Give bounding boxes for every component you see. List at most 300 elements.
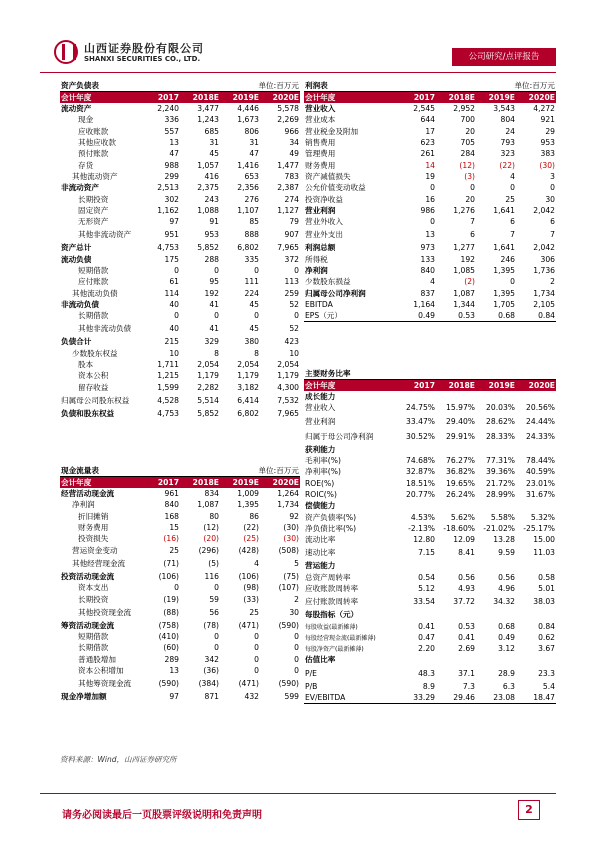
row-label: 营业成本: [305, 115, 336, 125]
row-value: 13: [169, 138, 179, 148]
row-value: 1,164: [413, 299, 435, 309]
row-value: 8.9: [422, 681, 435, 691]
row-label: 预付账款: [78, 149, 109, 159]
row-value: 953: [204, 230, 219, 240]
row-value: 1,705: [493, 299, 515, 309]
row-value: 1,711: [157, 360, 179, 370]
row-value: 973: [420, 243, 435, 253]
row-value: 1,277: [453, 243, 475, 253]
table-row: [304, 159, 556, 170]
row-value: 4.93: [458, 584, 475, 593]
row-label: 应收账款: [78, 126, 109, 136]
row-value: (30): [283, 534, 299, 544]
table-caption-row: [304, 80, 556, 92]
row-label: P/B: [305, 681, 318, 691]
table-row: [304, 126, 556, 137]
row-value: 56: [209, 607, 219, 617]
row-label: 其他经营现金流: [72, 558, 126, 568]
row-value: 1,162: [157, 205, 179, 215]
table-row: [304, 216, 556, 227]
column-header-year: 2017: [140, 92, 180, 104]
row-value: 988: [164, 160, 179, 170]
row-value: 961: [164, 489, 179, 499]
row-value: 41: [209, 299, 219, 309]
row-value: 10: [169, 348, 179, 358]
table-row: [60, 348, 300, 359]
table-caption-row: [304, 368, 556, 380]
row-value: 416: [204, 171, 219, 181]
row-value: 6,414: [237, 395, 259, 405]
row-value: 85: [249, 217, 259, 227]
row-value: 76.27%: [446, 456, 475, 466]
column-header-year: 2017: [396, 92, 436, 104]
row-value: 0: [254, 643, 259, 653]
row-value: 0.49: [396, 310, 436, 322]
table-row: [304, 402, 556, 413]
row-label: 速动比率: [305, 548, 336, 558]
row-value: 29.40%: [446, 416, 475, 426]
row-value: [476, 500, 516, 511]
row-value: 8: [254, 348, 259, 358]
row-value: (3): [464, 171, 475, 181]
column-header-year: 2017: [140, 477, 180, 489]
row-value: 59: [209, 594, 219, 604]
row-value: 966: [284, 126, 299, 136]
row-value: 6: [470, 230, 475, 240]
row-value: 0.58: [538, 572, 555, 582]
row-value: 0.68: [498, 621, 515, 631]
row-value: 299: [164, 171, 179, 181]
row-value: 7.3: [462, 681, 475, 691]
row-label: 毛利率(%): [305, 456, 341, 466]
table-row: [304, 643, 556, 654]
row-label: 每股净资产(最新摊薄): [305, 646, 364, 654]
table-row: [60, 499, 300, 510]
row-value: 31: [209, 138, 219, 148]
table-row: [304, 429, 556, 444]
row-value: 5.12: [418, 584, 435, 593]
row-value: (75): [283, 571, 299, 581]
row-value: -2.13%: [408, 523, 435, 533]
row-value: 0: [294, 266, 299, 275]
row-value: 40: [169, 299, 179, 309]
row-label: 净利润: [72, 500, 95, 510]
row-value: 133: [420, 254, 435, 264]
table-header-row: [60, 92, 300, 104]
row-value: 871: [204, 692, 219, 702]
table-row: [304, 654, 556, 665]
table-row: [60, 370, 300, 381]
row-value: 1,179: [197, 371, 219, 381]
row-value: 97: [169, 692, 179, 702]
table-row: [60, 665, 300, 676]
table-row: [304, 299, 556, 310]
row-value: [476, 654, 516, 665]
table-row: [60, 242, 300, 253]
row-label: 短期借款: [78, 632, 109, 642]
table-unit: 单位:百万元: [220, 80, 300, 92]
row-value: 2: [550, 277, 555, 287]
row-value: 15.97%: [446, 403, 475, 413]
row-value: 0: [254, 654, 259, 664]
row-label: 资本公积: [78, 371, 109, 381]
row-label: 现金净增加额: [61, 692, 107, 702]
row-value: 0.53: [458, 621, 475, 631]
row-value: 78.44%: [526, 456, 555, 466]
table-row: [60, 544, 300, 555]
row-value: (20): [203, 534, 219, 544]
row-value: (33): [243, 594, 259, 604]
row-label: 投资活动现金流: [61, 571, 115, 581]
column-header-year: 2017: [396, 380, 436, 392]
row-value: 25: [249, 607, 259, 617]
row-value: 0.54: [418, 572, 435, 582]
row-value: 986: [420, 205, 435, 215]
row-label: P/E: [305, 668, 317, 678]
row-value: (590): [278, 679, 299, 689]
row-label: 资产负债率(%): [305, 512, 357, 522]
row-value: 28.62%: [486, 416, 515, 426]
table-unit: 单位:百万元: [220, 465, 300, 477]
row-value: 380: [244, 337, 259, 347]
table-row: [304, 444, 556, 455]
row-value: 806: [244, 126, 259, 136]
table-row: [60, 620, 300, 631]
row-value: 1,734: [533, 288, 555, 298]
row-value: 38.03: [533, 597, 555, 607]
column-header-year: 2018E: [436, 380, 476, 392]
row-value: 49: [289, 149, 299, 159]
row-value: 840: [164, 500, 179, 510]
row-value: 7,532: [277, 395, 299, 405]
table-row: [60, 522, 300, 533]
row-value: 6,802: [237, 408, 259, 418]
table-row: [60, 321, 300, 336]
row-value: 92: [289, 511, 299, 521]
row-value: 3,543: [493, 104, 515, 114]
row-value: 0: [294, 632, 299, 642]
row-value: 0: [510, 277, 515, 287]
row-value: 0: [254, 266, 259, 275]
table-row: [304, 114, 556, 125]
row-value: 10: [289, 348, 299, 358]
row-label: 资产减值损失: [305, 171, 351, 181]
row-value: 5.58%: [490, 512, 515, 522]
row-value: 0: [214, 643, 219, 653]
row-value: [516, 609, 556, 620]
row-value: 0: [214, 632, 219, 642]
row-value: 837: [420, 288, 435, 298]
row-value: 5.01: [538, 584, 555, 593]
table-row: [304, 620, 556, 631]
row-value: 0: [174, 583, 179, 593]
row-value: 0.56: [458, 572, 475, 582]
row-value: (22): [499, 160, 515, 170]
row-value: [396, 500, 436, 511]
row-label: 短期借款: [78, 266, 109, 275]
column-header-label: 会计年度: [60, 92, 140, 104]
row-label: 固定资产: [78, 205, 109, 215]
row-value: 19.65%: [446, 478, 475, 488]
row-value: 8.41: [458, 548, 475, 558]
row-value: 7,965: [277, 243, 299, 253]
row-label: 少数股东权益: [72, 348, 118, 358]
table-row: [60, 488, 300, 499]
row-value: 23.08: [476, 692, 516, 703]
row-value: 29.46: [436, 692, 476, 703]
row-label: 经营活动现金流: [61, 489, 115, 499]
row-value: 0.41: [418, 621, 435, 631]
row-label: 营业利润: [305, 205, 336, 215]
table-row: [60, 408, 300, 419]
row-value: 18.51%: [406, 478, 435, 488]
table-row: [60, 159, 300, 170]
balance-sheet-table: [60, 80, 300, 419]
row-value: 17: [425, 126, 435, 136]
row-label: 资本支出: [78, 583, 109, 593]
table-header-row: [304, 380, 556, 392]
table-row: [60, 676, 300, 691]
row-value: 921: [540, 115, 555, 125]
row-value: 2,054: [197, 360, 219, 370]
row-value: 1,009: [237, 489, 259, 499]
row-value: 0: [254, 632, 259, 642]
column-header-year: 2019E: [220, 477, 260, 489]
row-label: 其他流动资产: [72, 171, 118, 181]
row-value: 52: [289, 324, 299, 334]
row-label: 其他非流动资产: [78, 230, 132, 240]
table-header-row: [304, 92, 556, 104]
row-value: (25): [243, 534, 259, 544]
row-value: 91: [209, 217, 219, 227]
table-row: [60, 593, 300, 604]
row-value: (30): [283, 523, 299, 533]
table-row: [304, 414, 556, 429]
row-value: 1,085: [453, 266, 475, 275]
row-value: 168: [164, 511, 179, 521]
table-row: [60, 148, 300, 159]
row-label: 长期借款: [78, 311, 109, 321]
row-value: 20.77%: [406, 489, 435, 499]
row-value: 383: [540, 149, 555, 159]
row-value: 0.53: [436, 310, 476, 322]
row-value: 21.72%: [486, 478, 515, 488]
row-value: 7,965: [277, 408, 299, 418]
row-value: 323: [500, 149, 515, 159]
row-label: 存货: [78, 160, 94, 170]
row-value: [436, 560, 476, 571]
row-label: 公允价值变动收益: [305, 183, 366, 193]
row-value: 261: [420, 149, 435, 159]
row-value: 4,300: [277, 382, 299, 392]
row-value: (78): [203, 620, 219, 630]
table-caption-row: [60, 465, 300, 477]
row-label: 非流动负债: [61, 299, 99, 309]
row-value: 12.09: [453, 535, 475, 545]
row-value: 33.29: [396, 692, 436, 703]
row-value: 306: [540, 254, 555, 264]
disclaimer-footer[interactable]: 请务必阅读最后一页股票评级说明和免责声明: [62, 810, 262, 821]
row-label: 营运资金变动: [72, 545, 118, 555]
row-label: 每股收益(最新摊薄): [305, 623, 358, 631]
row-value: (12): [203, 523, 219, 533]
table-row: [60, 216, 300, 227]
row-value: 951: [164, 230, 179, 240]
row-label: 筹资活动现金流: [61, 620, 115, 630]
row-value: 5,578: [277, 104, 299, 114]
row-value: 0.84: [538, 621, 555, 631]
row-value: 39.36%: [486, 467, 515, 477]
row-value: 23.01%: [526, 478, 555, 488]
table-row: [304, 148, 556, 159]
row-value: 432: [244, 692, 259, 702]
row-label: 无形资产: [78, 217, 109, 227]
row-label: 现金: [78, 115, 94, 125]
table-title: 资产负债表: [60, 80, 220, 92]
row-value: 623: [420, 138, 435, 148]
row-label: 净利率(%): [305, 467, 341, 477]
row-value: [436, 654, 476, 665]
row-value: 0.49: [498, 632, 515, 642]
row-value: 29.91%: [446, 431, 475, 441]
row-value: 1,276: [453, 205, 475, 215]
table-row: [304, 254, 556, 265]
table-row: [304, 287, 556, 298]
row-value: 31: [249, 138, 259, 148]
row-value: 705: [460, 138, 475, 148]
row-value: 28.33%: [486, 431, 515, 441]
row-value: (5): [208, 558, 219, 568]
table-row: [60, 276, 300, 287]
table-row: [60, 114, 300, 125]
row-label: 折旧摊销: [78, 511, 109, 521]
column-header-label: 会计年度: [60, 477, 140, 489]
row-value: 24: [505, 126, 515, 136]
row-value: 34: [289, 138, 299, 148]
row-value: [396, 444, 436, 455]
row-value: 0.68: [476, 310, 516, 322]
row-label: 每股经营现金流(最新摊薄): [305, 634, 376, 642]
row-label: 营业税金及附加: [305, 126, 359, 136]
column-header-year: 2018E: [180, 92, 220, 104]
table-row: [304, 692, 556, 703]
row-value: 685: [204, 126, 219, 136]
row-value: 0: [214, 583, 219, 593]
row-value: 28.99%: [486, 489, 515, 499]
row-value: 24.33%: [526, 431, 555, 441]
row-value: 23.3: [538, 668, 555, 678]
row-value: 47: [169, 149, 179, 159]
report-type-badge: 公司研究/点评报告: [452, 48, 556, 66]
row-value: 840: [420, 266, 435, 275]
row-value: 907: [284, 230, 299, 240]
header-divider: [40, 72, 556, 73]
column-header-year: 2019E: [476, 380, 516, 392]
row-value: (296): [198, 545, 219, 555]
row-value: 953: [540, 138, 555, 148]
row-label: 资本公积增加: [78, 666, 124, 675]
row-value: 7: [510, 230, 515, 240]
row-value: [476, 444, 516, 455]
row-value: 26.24%: [446, 489, 475, 499]
row-value: -18.60%: [443, 523, 475, 533]
row-value: 0: [214, 311, 219, 321]
row-value: 276: [244, 194, 259, 204]
row-value: 0.41: [458, 632, 475, 642]
row-value: 4: [430, 277, 435, 287]
row-value: 5,852: [197, 243, 219, 253]
row-value: 5.4: [542, 681, 555, 691]
table-title: 利润表: [304, 80, 476, 92]
row-label: 财务费用: [78, 523, 109, 533]
row-value: 329: [204, 337, 219, 347]
row-value: 0.56: [498, 572, 515, 582]
row-label: 估值比率: [305, 655, 336, 665]
row-value: 30.52%: [406, 431, 435, 441]
row-value: 6.3: [502, 681, 515, 691]
row-value: 16: [425, 194, 435, 204]
row-value: 0.62: [538, 632, 555, 642]
row-value: 13.28: [493, 535, 515, 545]
row-label: 营业收入: [305, 403, 336, 413]
row-label: 留存收益: [78, 382, 109, 392]
row-value: (384): [198, 679, 219, 689]
row-value: 7.15: [418, 548, 435, 558]
row-label: EPS（元）: [304, 310, 396, 322]
row-label: 少数股东损益: [305, 277, 351, 287]
row-value: [396, 654, 436, 665]
row-value: 423: [284, 337, 299, 347]
row-value: 4.96: [498, 584, 515, 593]
table-row: [304, 489, 556, 500]
row-value: 1,344: [453, 299, 475, 309]
row-value: (107): [278, 583, 299, 593]
row-value: 33.54: [413, 597, 435, 607]
row-value: 14: [425, 160, 435, 170]
row-value: 77.31%: [486, 456, 515, 466]
table-row: [60, 571, 300, 582]
row-value: 335: [244, 254, 259, 264]
table-row: [304, 171, 556, 182]
row-value: 80: [209, 511, 219, 521]
row-value: 37.72: [453, 597, 475, 607]
row-value: 45: [209, 149, 219, 159]
row-value: 2,042: [533, 243, 555, 253]
row-value: 599: [284, 692, 299, 702]
row-label: 其他筹资现金流: [78, 679, 132, 689]
column-header-year: 2020E: [516, 380, 556, 392]
row-value: 2,545: [413, 104, 435, 114]
row-value: 61: [169, 277, 179, 287]
row-value: 24.75%: [406, 403, 435, 413]
row-value: 289: [164, 654, 179, 664]
row-value: 7: [550, 230, 555, 240]
row-value: 2,054: [277, 360, 299, 370]
row-value: 192: [204, 288, 219, 298]
row-value: 259: [284, 288, 299, 298]
row-value: [436, 609, 476, 620]
row-value: 4,446: [237, 104, 259, 114]
row-value: 33.47%: [406, 416, 435, 426]
row-label: 归属于母公司净利润: [305, 431, 374, 441]
row-value: 2,054: [237, 360, 259, 370]
table-row: [60, 182, 300, 193]
table-row: [60, 205, 300, 216]
row-value: 31.67%: [526, 489, 555, 499]
row-value: 644: [420, 115, 435, 125]
row-value: 36.82%: [446, 467, 475, 477]
financial-ratios-table: [304, 368, 556, 704]
